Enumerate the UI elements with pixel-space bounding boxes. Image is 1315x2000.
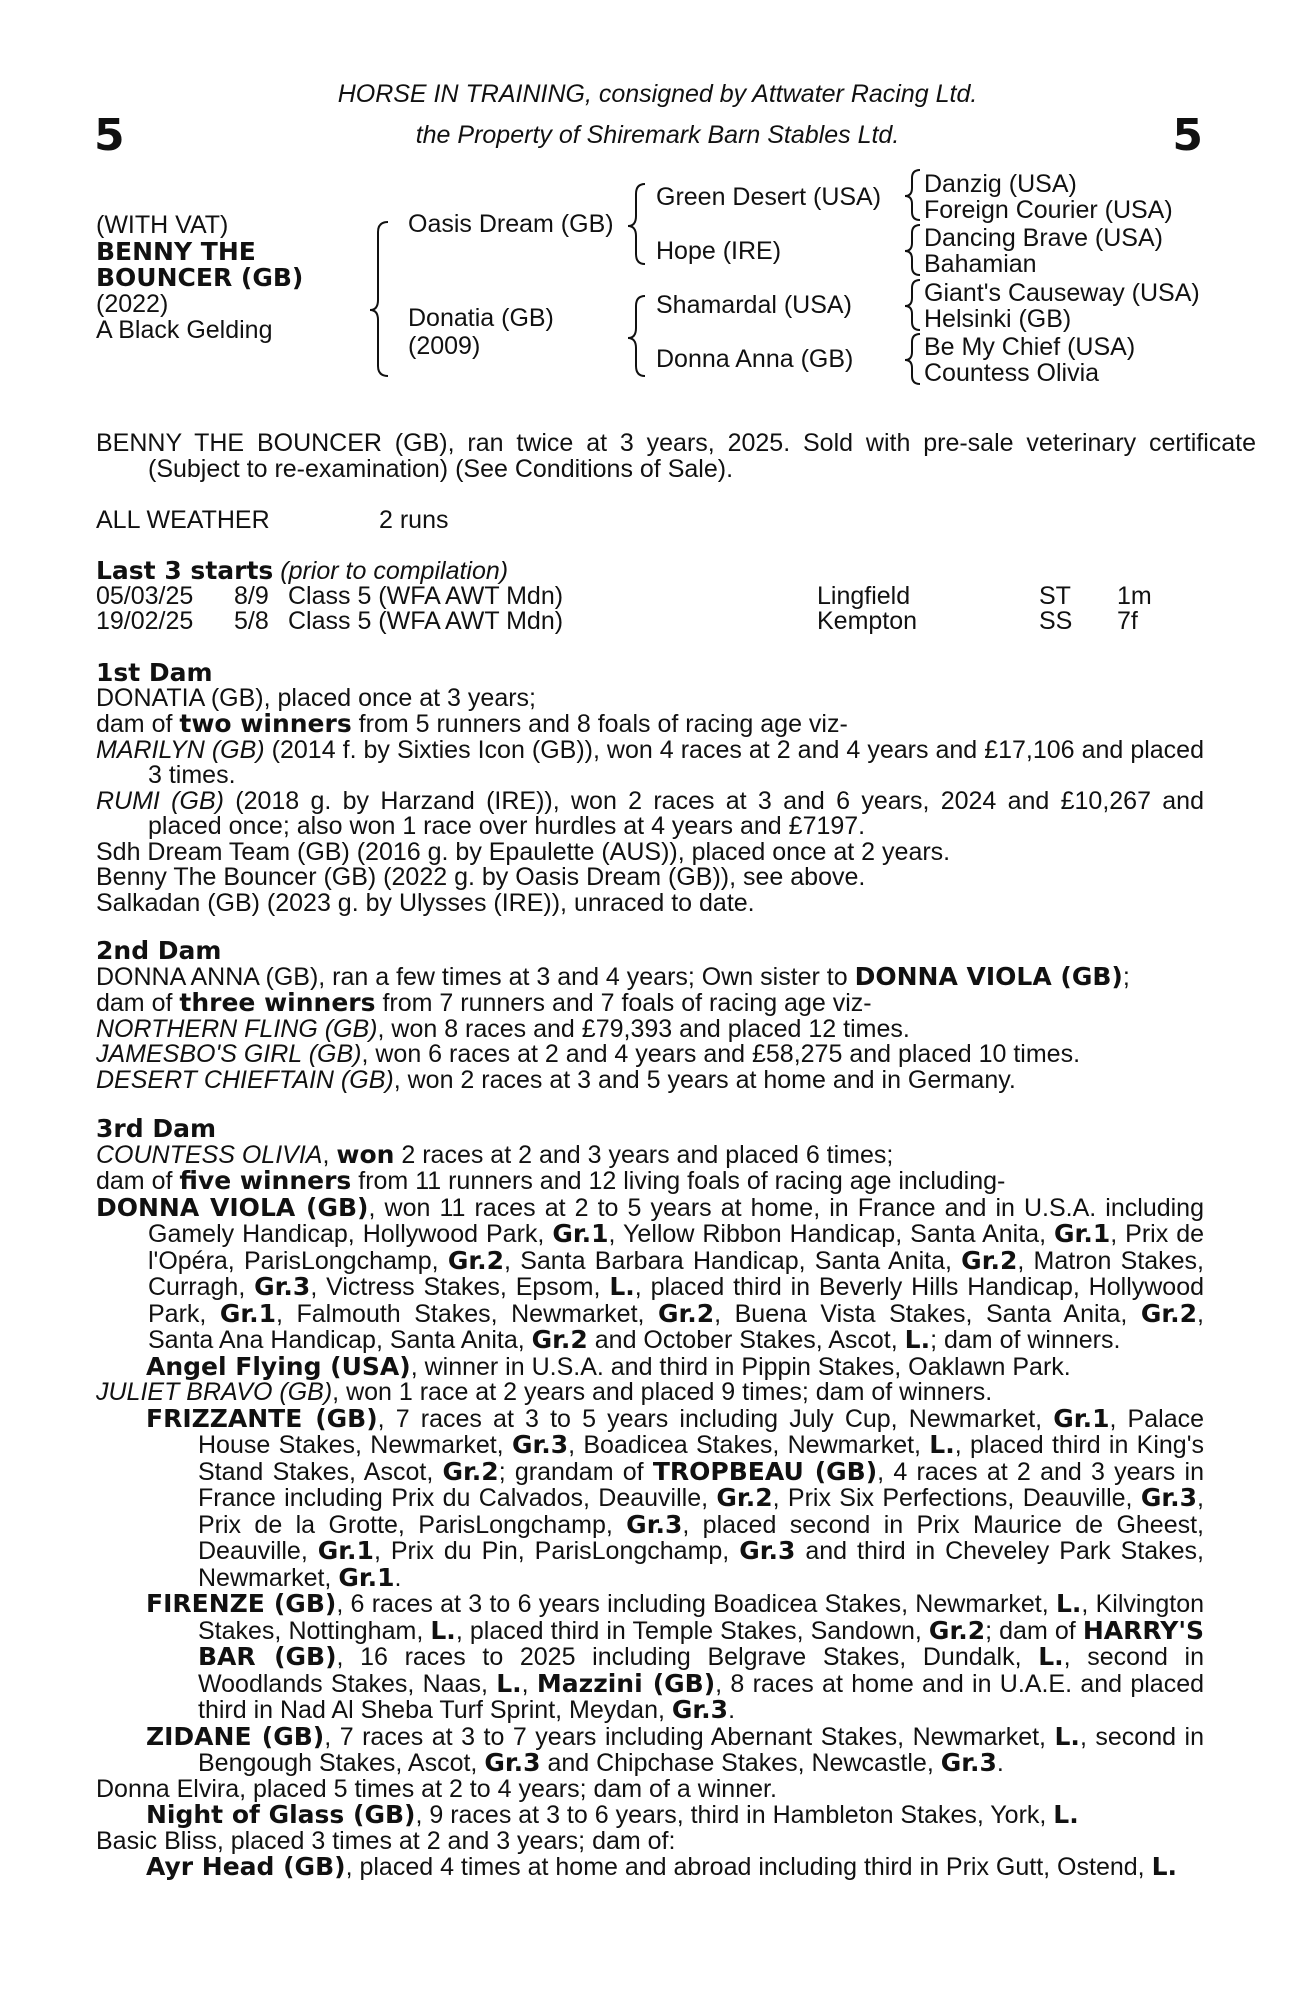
progeny-ayr-head: Ayr Head (GB), placed 4 times at home and abroad including third in Prix Gutt, Ostend, L. — [146, 1852, 1177, 1881]
third-dam-line1: COUNTESS OLIVIA, won 2 races at 2 and 3 years and placed 6 times; — [96, 1139, 894, 1169]
pedigree-gen3-7: Be My Chief (USA) — [924, 333, 1136, 361]
progeny-frizzante: FRIZZANTE (GB), 7 races at 3 to 5 years including July Cup, Newmarket, Gr.1, Palace House Stakes, Newmarket, Gr.3, Boadicea Stakes, Newmarket, L., placed third in King's Stand Stakes, Ascot, Gr.2; grandam of TROPBEAU (GB), 4 races at 2 and 3 years in France including Prix du Calvados, Deauville, Gr.2, Prix Six Perfections, Deauville, Gr.3, Prix de la Grotte, ParisLongchamp, Gr.3, placed second in Prix Maurice de Gheest, Deauville, Gr.1, Prix du Pin, ParisLongchamp, Gr.3 and third in Cheveley Park Stakes, Newmarket, Gr.1. — [146, 1403, 1205, 1592]
progeny-firenze: FIRENZE (GB), 6 races at 3 to 6 years including Boadicea Stakes, Newmarket, L., Kilvington Stakes, Nottingham, L., placed third in Temple Stakes, Sandown, Gr.2; dam of HARRY'S BAR (GB), 16 races to 2025 including Belgrave Stakes, Dundalk, L., second in Woodlands Stakes, Naas, L., Mazzini (GB), 8 races at home and in U.A.E. and placed third in Nad Al Sheba Turf Sprint, Meydan, Gr.3. — [146, 1589, 1205, 1724]
progeny-basic-bliss: Basic Bliss, placed 3 times at 2 and 3 years; dam of: — [96, 1826, 676, 1855]
second-dam-line1: DONNA ANNA (GB), ran a few times at 3 and 4 years; Own sister to DONNA VIOLA (GB); — [96, 961, 1130, 991]
pedigree-gen3-5: Giant's Causeway (USA) — [924, 279, 1200, 307]
race-going: ST — [1039, 582, 1071, 610]
last-starts-title: Last 3 starts — [96, 556, 274, 585]
second-dam-progeny-2: JAMESBO'S GIRL (GB), won 6 races at 2 and 4 years and £58,275 and placed 10 times. — [96, 1040, 1081, 1068]
first-dam-line2: dam of two winners from 5 runners and 8 foals of racing age viz- — [96, 709, 848, 738]
pedigree-dam-dam: Donna Anna (GB) — [656, 345, 854, 373]
pedigree-gen3-6: Helsinki (GB) — [924, 305, 1072, 333]
pedigree-sire: Oasis Dream (GB) — [408, 210, 614, 238]
pedigree-sire-dam: Hope (IRE) — [656, 237, 782, 265]
second-dam-progeny-1: NORTHERN FLING (GB), won 8 races and £79,393 and placed 12 times. — [96, 1014, 910, 1043]
second-dam-progeny-3: DESERT CHIEFTAIN (GB), won 2 races at 3 and 5 years at home and in Germany. — [96, 1065, 1016, 1094]
progeny-angel-flying: Angel Flying (USA), winner in U.S.A. and third in Pippin Stakes, Oaklawn Park. — [146, 1351, 1071, 1381]
pedigree-dam-sire: Shamardal (USA) — [656, 291, 852, 319]
first-dam-progeny-5: Salkadan (GB) (2023 g. by Ulysses (IRE)), unraced to date. — [96, 888, 755, 917]
brace-gen3-3 — [905, 280, 920, 330]
race-distance: 1m — [1117, 582, 1152, 610]
second-dam-title: 2nd Dam — [96, 936, 222, 965]
pedigree-dam-year: (2009) — [408, 332, 481, 360]
summary-paragraph: BENNY THE BOUNCER (GB), ran twice at 3 years, 2025. Sold with pre-sale veterinary certificate (Subject to re-examination) (See Conditions of Sale). — [96, 429, 1256, 483]
pedigree-gen3-1: Danzig (USA) — [924, 170, 1077, 198]
race-class: Class 5 (WFA AWT Mdn) — [288, 582, 564, 610]
progeny-zidane: ZIDANE (GB), 7 races at 3 to 7 years including Abernant Stakes, Newmarket, L., second in Bengough Stakes, Ascot, Gr.3 and Chipchase Stakes, Newcastle, Gr.3. — [146, 1721, 1204, 1777]
first-dam-progeny-4: Benny The Bouncer (GB) (2022 g. by Oasis Dream (GB)), see above. — [96, 863, 866, 891]
first-dam-progeny-3: Sdh Dream Team (GB) (2016 g. by Epaulette (AUS)), placed once at 2 years. — [96, 837, 951, 866]
progeny-donna-elvira: Donna Elvira, placed 5 times at 2 to 4 years; dam of a winner. — [96, 1774, 777, 1803]
pedigree-gen3-4: Bahamian — [924, 250, 1037, 278]
race-position: 5/8 — [234, 607, 269, 635]
horse-name-line1: BENNY THE — [96, 237, 256, 266]
first-dam-title: 1st Dam — [96, 658, 213, 687]
property-line: the Property of Shiremark Barn Stables Ltd. — [415, 121, 900, 149]
race-course: Lingfield — [817, 582, 911, 610]
consignor-line: HORSE IN TRAINING, consigned by Attwater Racing Ltd. — [337, 80, 978, 108]
horse-name-line2: BOUNCER (GB) — [96, 263, 304, 292]
pedigree-sire-sire: Green Desert (USA) — [656, 183, 882, 211]
race-position: 8/9 — [234, 582, 269, 610]
third-dam-line2: dam of five winners from 11 runners and 12 living foals of racing age including- — [96, 1166, 1006, 1195]
progeny-juliet-bravo: JULIET BRAVO (GB), won 1 race at 2 years and placed 9 times; dam of winners. — [96, 1378, 993, 1406]
all-weather-runs: 2 runs — [379, 506, 449, 534]
race-going: SS — [1039, 607, 1073, 635]
progeny-donna-viola: DONNA VIOLA (GB), won 11 races at 2 to 5 years at home, in France and in U.S.A. including Gamely Handicap, Hollywood Park, Gr.1, Yellow Ribbon Handicap, Santa Anita, Gr.1, Prix de l'Opéra, ParisLongchamp, Gr.2, Santa Barbara Handicap, Santa Anita, Gr.2, Matron Stakes, Curragh, Gr.3, Victress Stakes, Epsom, L., placed third in Beverly Hills Handicap, Hollywood Park, Gr.1, Falmouth Stakes, Newmarket, Gr.2, Buena Vista Stakes, Santa Anita, Gr.2, Santa Ana Handicap, Santa Anita, Gr.2 and October Stakes, Ascot, L.; dam of winners. — [96, 1192, 1205, 1354]
race-distance: 7f — [1117, 607, 1138, 635]
third-dam-title: 3rd Dam — [96, 1114, 216, 1143]
race-course: Kempton — [817, 607, 918, 635]
vat-label: (WITH VAT) — [96, 211, 229, 239]
all-weather-label: ALL WEATHER — [96, 506, 270, 534]
pedigree-gen3-8: Countess Olivia — [924, 359, 1100, 387]
race-date: 19/02/25 — [96, 607, 194, 635]
race-date: 05/03/25 — [96, 582, 194, 610]
brace-gen3-1 — [905, 170, 920, 220]
second-dam-section — [96, 938, 1204, 1093]
last-starts-note: (prior to compilation) — [280, 557, 509, 585]
brace-sire — [628, 184, 645, 264]
race-class: Class 5 (WFA AWT Mdn) — [288, 607, 564, 635]
brace-dam — [628, 296, 645, 376]
pedigree-dam: Donatia (GB) — [408, 304, 554, 332]
brace-main — [370, 222, 388, 376]
horse-description: A Black Gelding — [96, 316, 273, 344]
lot-number-left: 5 — [94, 110, 125, 161]
first-dam-progeny-2: RUMI (GB) (2018 g. by Harzand (IRE)), won 2 races at 3 and 6 years, 2024 and £10,267 and placed once; also won 1 race over hurdles at 4 years and £7197. — [96, 786, 1204, 840]
first-dam-section — [96, 660, 1204, 916]
brace-gen3-4 — [905, 334, 920, 384]
first-dam-line1: DONATIA (GB), placed once at 3 years; — [96, 683, 536, 712]
horse-year: (2022) — [96, 290, 169, 318]
lot-number-right: 5 — [1172, 110, 1203, 161]
third-dam-section — [96, 1116, 1204, 1881]
pedigree-gen3-3: Dancing Brave (USA) — [924, 224, 1163, 252]
first-dam-progeny-1: MARILYN (GB) (2014 f. by Sixties Icon (GB)), won 4 races at 2 and 4 years and £17,106 and placed 3 times. — [96, 735, 1204, 789]
brace-gen3-2 — [905, 225, 920, 275]
last-starts-heading — [96, 558, 508, 585]
second-dam-line2: dam of three winners from 7 runners and 7 foals of racing age viz- — [96, 988, 872, 1017]
pedigree-gen3-2: Foreign Courier (USA) — [924, 196, 1173, 224]
progeny-night-of-glass: Night of Glass (GB), 9 races at 3 to 6 years, third in Hambleton Stakes, York, L. — [146, 1800, 1079, 1829]
